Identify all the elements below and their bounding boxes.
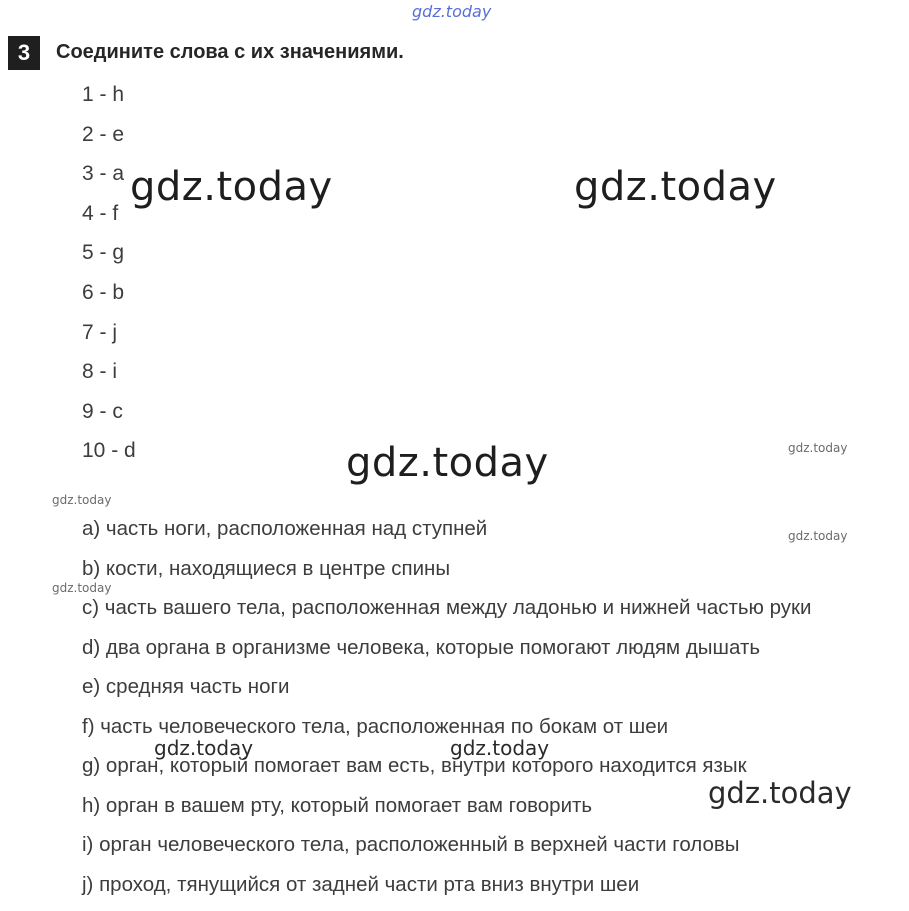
definition-item: j) проход, тянущийся от задней части рта вниз внутри шеи [82, 872, 811, 911]
answer-item: 9 - c [82, 399, 136, 439]
watermark-small: gdz.today [52, 493, 111, 507]
answer-item: 4 - f [82, 201, 136, 241]
definition-item: f) часть человеческого тела, расположенная по бокам от шеи [82, 714, 811, 754]
definition-item: d) два органа в организме человека, которые помогают людям дышать [82, 635, 811, 675]
definition-item: e) средняя часть ноги [82, 674, 811, 714]
answer-list [82, 82, 136, 478]
definition-item: g) орган, который помогает вам есть, внутри которого находится язык [82, 753, 811, 793]
answer-item: 7 - j [82, 320, 136, 360]
answer-item: 10 - d [82, 438, 136, 478]
definition-item: b) кости, находящиеся в центре спины [82, 556, 811, 596]
definition-list [82, 516, 811, 911]
answer-item: 2 - e [82, 122, 136, 162]
definition-item: i) орган человеческого тела, расположенный в верхней части головы [82, 832, 811, 872]
watermark-medium: gdz.today [154, 736, 253, 760]
definition-item: c) часть вашего тела, расположенная между ладонью и нижней частью руки [82, 595, 811, 635]
watermark-large: gdz.today [130, 164, 333, 210]
watermark-small: gdz.today [52, 581, 111, 595]
answer-item: 1 - h [82, 82, 136, 122]
watermark-small: gdz.today [788, 441, 847, 455]
watermark-large: gdz.today [346, 440, 549, 486]
watermark-large: gdz.today [574, 164, 777, 210]
task-number-badge: 3 [8, 36, 40, 70]
definition-item: a) часть ноги, расположенная над ступней [82, 516, 811, 556]
watermark-medium: gdz.today [450, 736, 549, 760]
definition-item: h) орган в вашем рту, который помогает вам говорить [82, 793, 811, 833]
answer-item: 3 - a [82, 161, 136, 201]
watermark-medium: gdz.today [708, 776, 852, 810]
header-watermark: gdz.today [412, 2, 491, 21]
task-title: Соедините слова с их значениями. [56, 41, 404, 64]
answer-item: 6 - b [82, 280, 136, 320]
answer-item: 8 - i [82, 359, 136, 399]
watermark-small: gdz.today [788, 529, 847, 543]
answer-item: 5 - g [82, 240, 136, 280]
